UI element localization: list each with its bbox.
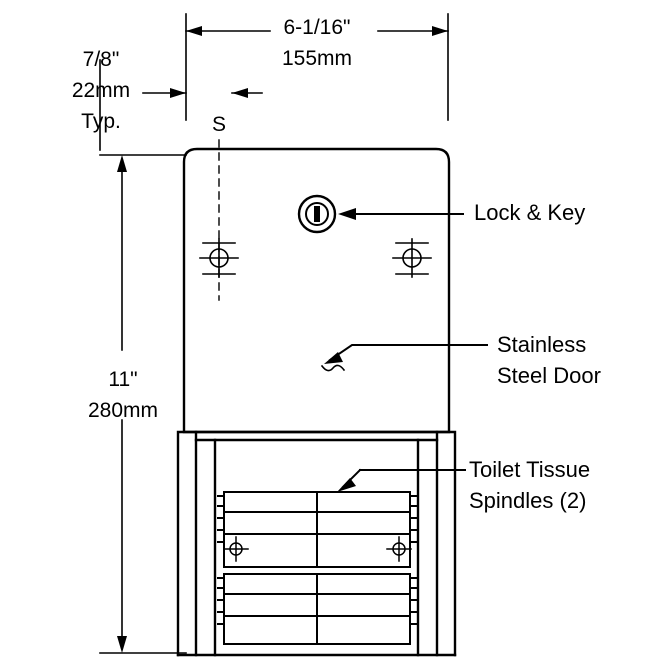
leader-tissue-spindles xyxy=(337,470,465,492)
offset-dimension-metric: 22mm xyxy=(71,79,131,102)
offset-dimension-note: Typ. xyxy=(81,110,121,133)
callout-stainless-steel-door-line1: Stainless xyxy=(497,332,587,357)
lock-graphic xyxy=(299,196,335,232)
tissue-spindle-lower xyxy=(218,574,416,644)
callout-toilet-tissue-spindles-line2: Spindles (2) xyxy=(469,488,587,513)
tissue-spindle-upper xyxy=(218,492,416,567)
height-dimension-imperial: 11" xyxy=(108,368,138,391)
spindle-hub-left-upper xyxy=(224,537,248,561)
spindle-marker-label: S xyxy=(211,113,226,136)
height-dimension-metric: 280mm xyxy=(87,399,159,422)
mounting-hole-left xyxy=(200,239,238,277)
offset-dimension-imperial: 7/8" xyxy=(82,48,120,71)
leader-lock-key xyxy=(338,208,463,220)
width-dimension-metric: 155mm xyxy=(281,47,353,70)
mounting-hole-right xyxy=(393,239,431,277)
callout-lock-key: Lock & Key xyxy=(474,200,586,225)
leader-steel-door xyxy=(322,345,487,371)
callout-stainless-steel-door-line2: Steel Door xyxy=(497,363,601,388)
callout-toilet-tissue-spindles-line1: Toilet Tissue xyxy=(469,457,591,482)
spindle-hub-right-upper xyxy=(387,537,411,561)
width-dimension-imperial: 6-1/16" xyxy=(283,16,351,39)
